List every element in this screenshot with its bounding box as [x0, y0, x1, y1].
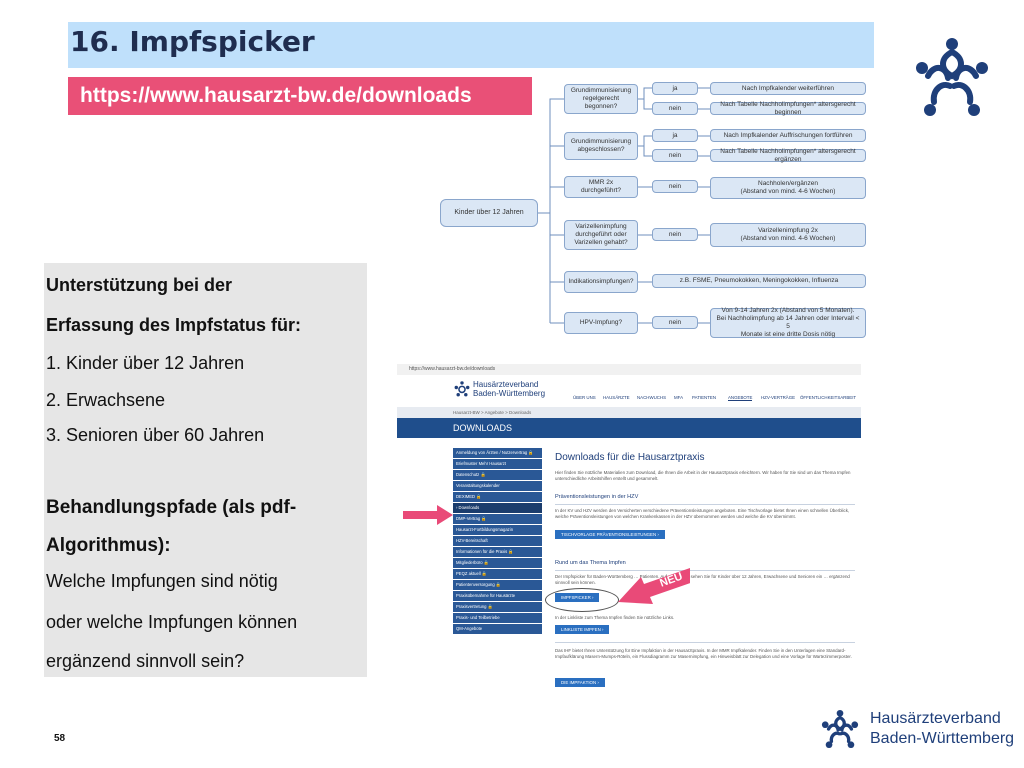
- flow-action: Von 9-14 Jahren 2x (Abstand von 5 Monaten). Bei Nachholimpfung ab 14 Jahren oder Intervall < 5 Monate ist eine dritte Dosis nötig: [710, 308, 866, 338]
- flow-question: Indikationsimpfungen?: [564, 271, 638, 293]
- section-title: Präventionsleistungen in der HZV: [555, 494, 639, 500]
- sidebar-item[interactable]: QM-Angebote: [453, 624, 542, 634]
- browser-address-bar[interactable]: [397, 364, 861, 375]
- browser-url: https://www.hausarzt-bw.de/downloads: [409, 366, 496, 372]
- impfaktion-button[interactable]: DIE IMPFAKTION ›: [555, 678, 605, 687]
- website-screenshot: [397, 364, 861, 694]
- impfspicker-button[interactable]: IMPFSPICKER ›: [555, 593, 599, 602]
- intro-text: Hier finden Sie nützliche Materialien zum Download, die Ihnen die Arbeit in der Hausarztpraxis erleichtern. Wir haben für Sie sind um das Thema Impfen unterschiedliche Arbeitshilfen erstellt und gesammelt.: [555, 470, 851, 481]
- info-heading-line: Unterstützung bei der: [46, 275, 233, 295]
- nav-item[interactable]: ÖFFENTLICHKEITSARBEIT: [800, 395, 857, 400]
- nav-item[interactable]: NACHWUCHS: [637, 395, 667, 400]
- info-text-box: [44, 263, 367, 677]
- info-subheading-line: Algorithmus):: [46, 535, 171, 556]
- footer-logo-line1: Hausärzteverband: [870, 710, 1001, 727]
- flow-action: Nach Impfkalender Auffrischungen fortführen: [710, 129, 866, 142]
- url-link[interactable]: https://www.hausarzt-bw.de/downloads: [80, 84, 472, 107]
- association-emblem-icon: [820, 709, 860, 749]
- slide-title: 16. Impfspicker: [70, 25, 315, 58]
- sidebar-item[interactable]: Datenschutz 🔒: [453, 470, 542, 480]
- flow-answer: nein: [652, 228, 698, 241]
- site-brand[interactable]: Hausärzteverband Baden-Württemberg: [473, 380, 546, 398]
- info-subheading-line: Behandlungspfade (als pdf-: [46, 497, 297, 518]
- flow-question: Grundimmunisierung regelgerecht begonnen?: [564, 84, 638, 114]
- nav-item[interactable]: HAUSÄRZTE: [603, 395, 630, 400]
- sidebar-item-downloads[interactable]: › Downloads: [453, 503, 542, 513]
- info-list-item: 1. Kinder über 12 Jahren: [46, 353, 245, 373]
- info-body-line: Welche Impfungen sind nötig: [46, 571, 278, 591]
- section-divider: [555, 642, 855, 643]
- sidebar-item[interactable]: DMP-Vertrag 🔒: [453, 514, 542, 524]
- linkliste-impfen-button[interactable]: LINKLISTE IMPFEN ›: [555, 625, 609, 634]
- info-list-item: 3. Senioren über 60 Jahren: [46, 425, 265, 445]
- section-title: Rund um das Thema Impfen: [555, 560, 626, 566]
- section-text: In der Linkliste zum Thema Impfen finden Sie nützliche Links.: [555, 615, 675, 620]
- flow-action: Nach Impfkalender weiterführen: [710, 82, 866, 95]
- site-sidebar: [453, 448, 542, 635]
- flow-question: Varizellenimpfung durchgeführt oder Varizellen gehabt?: [564, 220, 638, 250]
- flow-action: Nachholen/ergänzen (Abstand von mind. 4-6 Wochen): [710, 177, 866, 199]
- info-heading-line: Erfassung des Impfstatus für:: [46, 315, 302, 335]
- nav-item[interactable]: ÜBER UNS: [573, 395, 596, 400]
- flow-answer: nein: [652, 102, 698, 115]
- pink-arrow-neu-icon: [610, 560, 690, 612]
- nav-item[interactable]: PATIENTEN: [692, 395, 716, 400]
- sidebar-item[interactable]: Praxisvertretung 🔒: [453, 602, 542, 612]
- breadcrumb-text: Hausarzt-BW > Angebote > Downloads: [453, 410, 532, 415]
- flow-answer: ja: [652, 129, 698, 142]
- flow-answer: nein: [652, 316, 698, 329]
- section-divider: [555, 504, 855, 505]
- info-list-item: 2. Erwachsene: [46, 390, 166, 410]
- sidebar-item[interactable]: Hausarzt-Fortbildungsmagazin: [453, 525, 542, 535]
- flow-answer: nein: [652, 180, 698, 193]
- sidebar-item[interactable]: PEQZ aktuell 🔒: [453, 569, 542, 579]
- flow-action: Nach Tabelle Nachholimpfungen* altersgerecht ergänzen: [710, 149, 866, 162]
- breadcrumb[interactable]: [397, 407, 861, 418]
- flow-action: Nach Tabelle Nachholimpfungen* altersgerecht beginnen: [710, 102, 866, 115]
- site-logo-icon: [454, 381, 470, 397]
- section-text: In der KV und HZV werden den Versicherten verschiedene Präventionsleistungen angeboten. Eine Tischvorlage bietet Ihnen einen schnellen Überblick, welche Präventionsleistungen von welchen Krankenkassen in der HZV übernommen werden und welche die KV übernimmt.: [555, 508, 850, 519]
- flow-answer: z.B. FSME, Pneumokokken, Meningokokken, Influenza: [652, 274, 866, 288]
- nav-item[interactable]: MFA: [674, 395, 684, 400]
- association-emblem-icon: [910, 36, 994, 120]
- section-divider: [555, 570, 855, 571]
- downloads-banner: [397, 418, 861, 438]
- flow-question: MMR 2x durchgeführt?: [564, 176, 638, 198]
- page-number: 58: [54, 733, 66, 744]
- info-body-line: ergänzend sinnvoll sein?: [46, 651, 245, 671]
- slide-title-bar: [68, 22, 874, 68]
- footer-logo-line2: Baden-Württemberg: [870, 730, 1015, 747]
- sidebar-item[interactable]: HZV-Bereitschaft: [453, 536, 542, 546]
- nav-item-active[interactable]: ANGEBOTE: [728, 395, 753, 400]
- sidebar-item[interactable]: Praxisübernahme für Hausärzte: [453, 591, 542, 601]
- sidebar-item[interactable]: Informationen für die Praxis 🔒: [453, 547, 542, 557]
- nav-item[interactable]: HZV-VERTRÄGE: [761, 395, 796, 400]
- vaccination-flowchart: [430, 78, 880, 346]
- sidebar-item[interactable]: Veranstaltungskalender: [453, 481, 542, 491]
- flow-question: Grundimmunisierung abgeschlossen?: [564, 132, 638, 160]
- sidebar-item[interactable]: Praxis- und Teilbetriebe: [453, 613, 542, 623]
- tischvorlage-button[interactable]: TISCHVORLAGE PRÄVENTIONSLEISTUNGEN ›: [555, 530, 665, 539]
- flow-action: Varizellenimpfung 2x (Abstand von mind. 4-6 Wochen): [710, 223, 866, 247]
- downloads-banner-title: DOWNLOADS: [453, 423, 513, 433]
- section-text: Das IHF bietet Ihnen Unterstützung für Eine Impfaktion in der Hausarztpraxis. In der MMR Impfkalender. Finden Sie in den Unterlagen eine Standard-Impfaufklärung Masern-Mumps-Röteln, ein Flussdiagramm zur Masernimpfung, ein Hinweisblatt zur Delegation und eine Vorlage für Wartezimmerposter.: [555, 648, 852, 659]
- sidebar-item[interactable]: DEXIMED 🔒: [453, 492, 542, 502]
- flow-question: HPV-Impfung?: [564, 312, 638, 334]
- section-text: Der Impfspicker für Baden-Württemberg … Patienten. Auf einen Blick sehen Sie für Kinder über 12 Jahren, Erwachsene und Senioren ein … ergänzend sinnvoll sein können.: [555, 574, 850, 585]
- site-header: [397, 375, 861, 407]
- sidebar-item[interactable]: Briefmuster Mehr Hausarzt: [453, 459, 542, 469]
- sidebar-item[interactable]: Patientenversorgung 🔒: [453, 580, 542, 590]
- highlight-ellipse: [545, 588, 619, 612]
- sidebar-item[interactable]: Mitgliederbüro 🔒: [453, 558, 542, 568]
- neu-label: NEU: [658, 570, 685, 590]
- flow-answer: ja: [652, 82, 698, 95]
- sidebar-item[interactable]: Anmeldung von Ärzten / Nutzervertrag 🔒: [453, 448, 542, 458]
- pink-arrow-right-icon: [403, 505, 453, 525]
- footer-logo: [820, 709, 1020, 753]
- flow-root: Kinder über 12 Jahren: [440, 199, 538, 227]
- info-body-line: oder welche Impfungen können: [46, 612, 298, 632]
- page-heading: Downloads für die Hausarztpraxis: [555, 452, 705, 463]
- flow-answer: nein: [652, 149, 698, 162]
